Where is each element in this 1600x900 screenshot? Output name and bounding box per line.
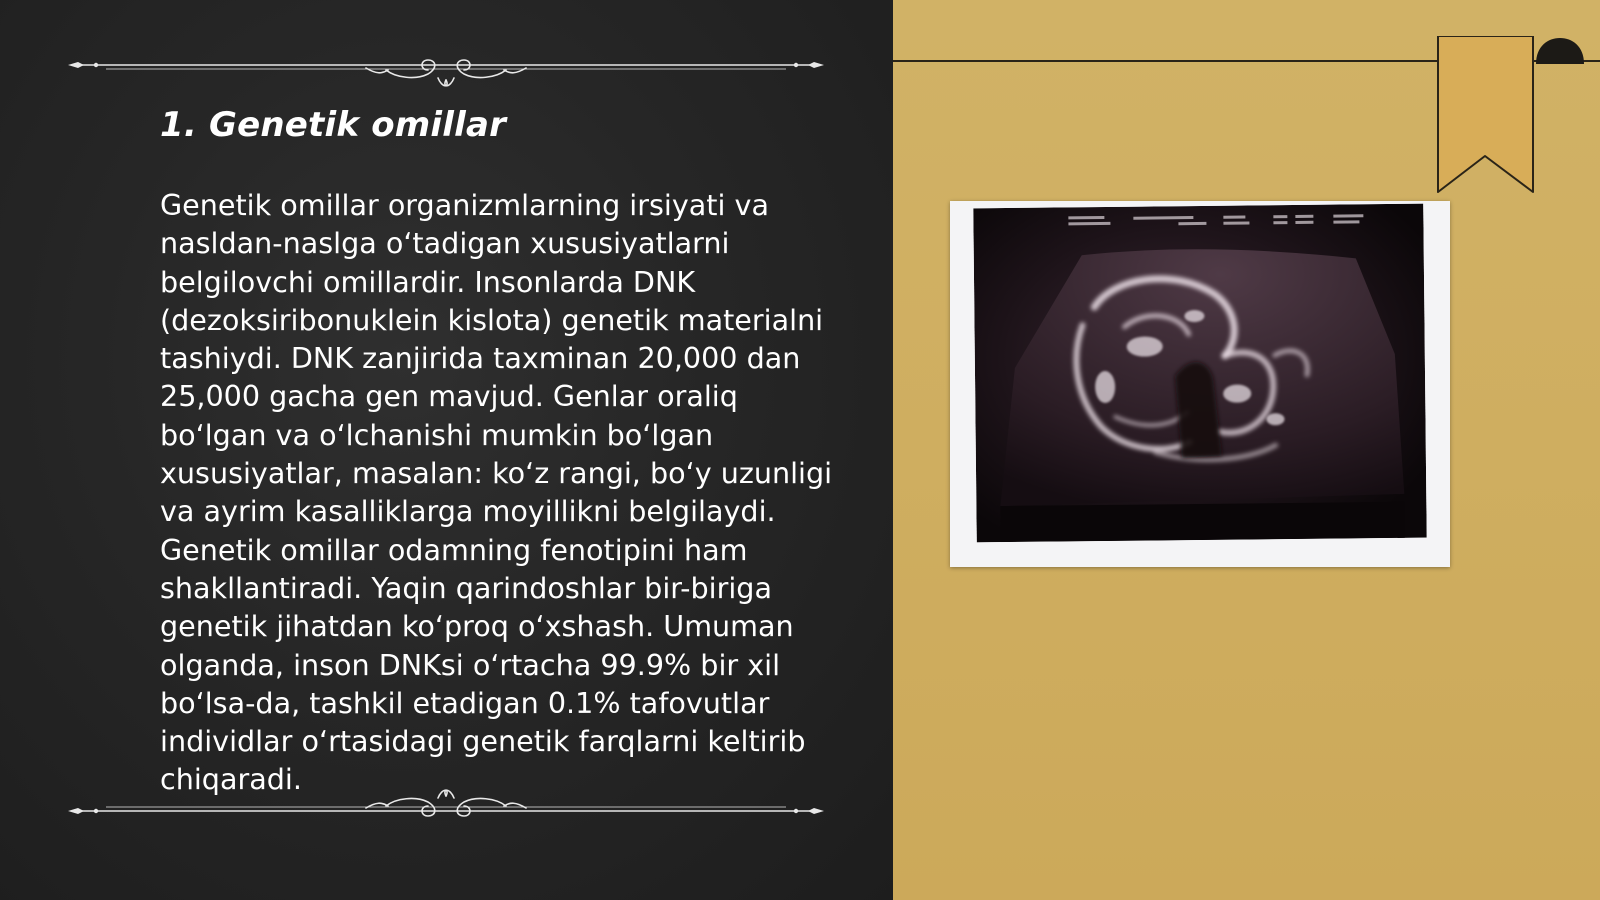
- slide-body-text: Genetik omillar organizmlarning irsiyati va nasldan-naslga oʻtadigan xususiyatlarni belgilovchi omillardir. Insonlarda DNK (dezoksiribonuklein kislota) genetik materialni tashiydi. DNK zanjirida taxminan 20,000 dan 25,000 gacha gen mavjud. Genlar oraliq boʻlgan va oʻlchanishi mumkin boʻlgan xususiyatlar, masalan: koʻz rangi, boʻy uzunligi va ayrim kasalliklarga moyillikni belgilaydi. Genetik omillar odamning fenotipini ham shakllantiradi. Yaqin qarindoshlar bir-biriga genetik jihatdan koʻproq oʻxshash. Umuman olganda, inson DNKsi oʻrtacha 99.9% bir xil boʻlsa-da, tashkil etadigan 0.1% tafovutlar individlar oʻrtasidagi genetik farqlarni keltirib chiqaradi.: [160, 188, 833, 797]
- scroll-divider-icon: [66, 48, 826, 88]
- ultrasound-photo: [973, 204, 1426, 543]
- bookmark-ribbon-icon: [1436, 36, 1536, 196]
- bookmark-fold-icon: [1534, 36, 1586, 66]
- slide-title: 1. Genetik omillar: [160, 105, 507, 145]
